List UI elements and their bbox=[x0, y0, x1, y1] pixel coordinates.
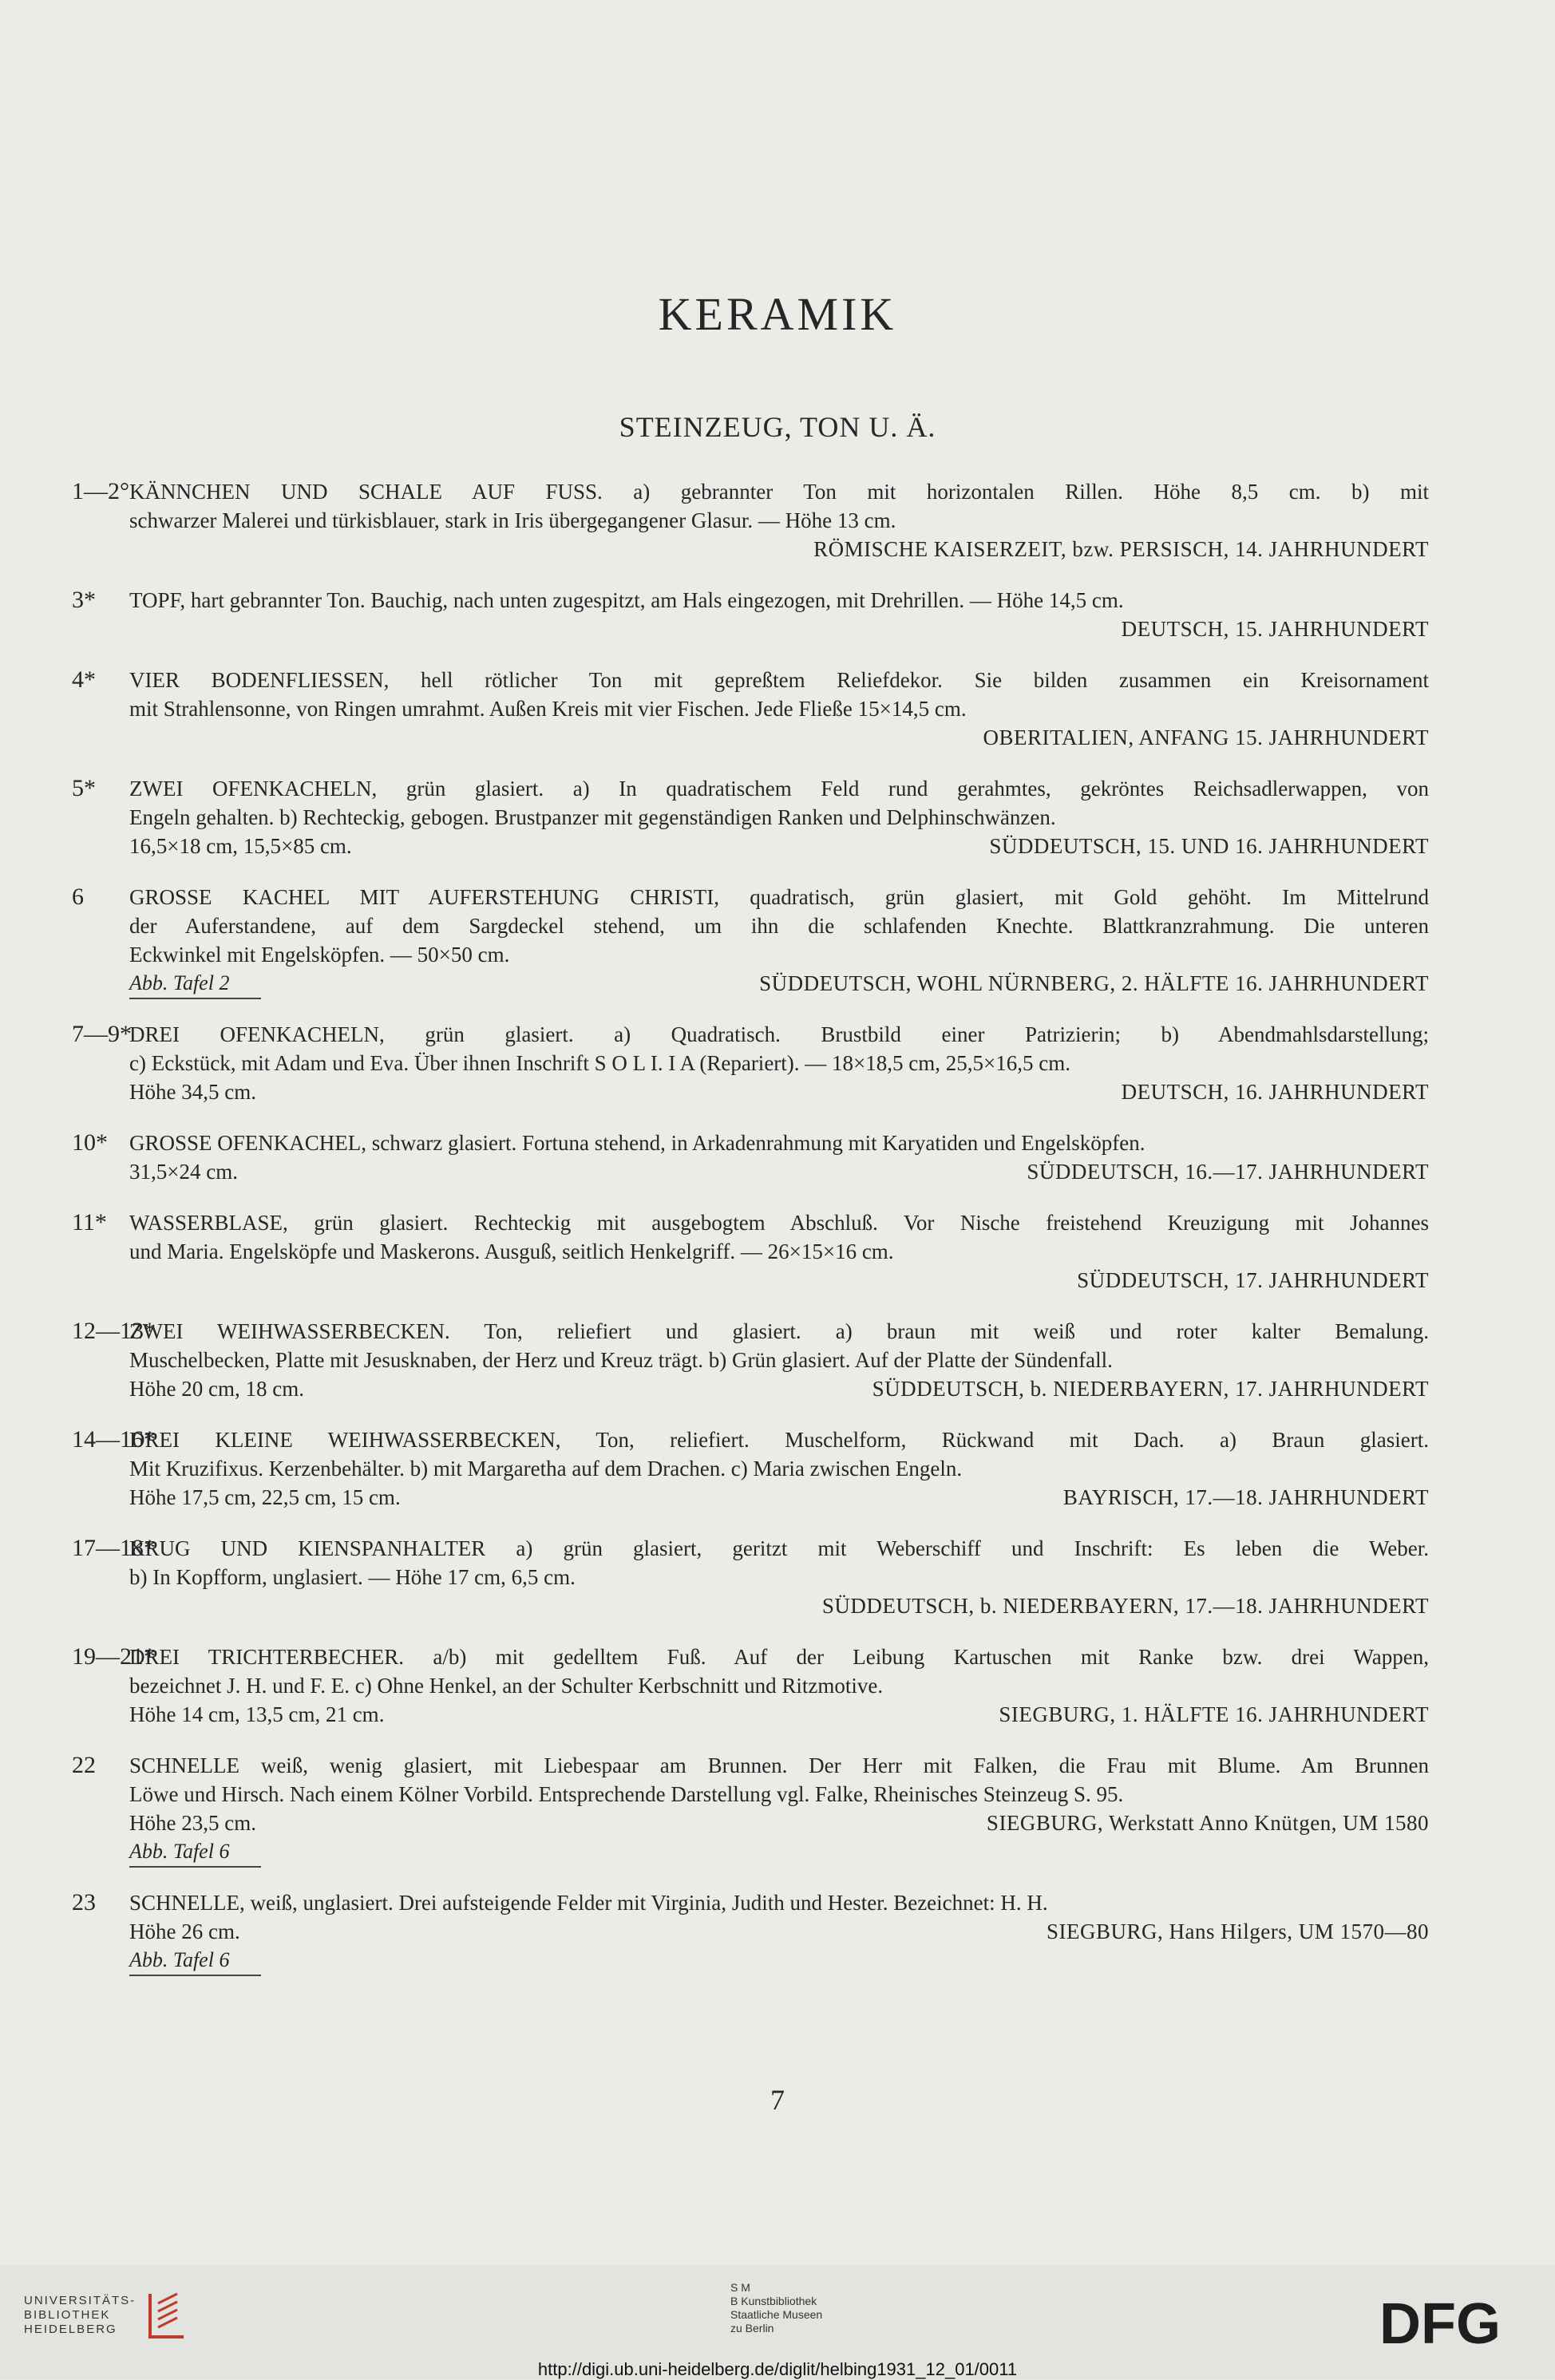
entry-measurement: Höhe 34,5 cm. bbox=[129, 1080, 256, 1104]
entry-number: 7—9* bbox=[72, 1021, 132, 1047]
entry-origin: SÜDDEUTSCH, 15. UND 16. JAHRHUNDERT bbox=[989, 834, 1429, 858]
entry-number: 1—2° bbox=[72, 478, 129, 504]
library-mark-icon bbox=[142, 2287, 190, 2343]
entry-origin: RÖMISCHE KAISERZEIT, bzw. PERSISCH, 14. JAHRHUNDERT bbox=[813, 537, 1429, 561]
plate-reference: Abb. Tafel 2 bbox=[72, 969, 261, 998]
entry-text-line: VIER BODENFLIESSEN, hell rötlicher Ton mit gepreßtem Reliefdekor. Sie bilden zusammen ein Kreisornament bbox=[129, 668, 1429, 692]
entry-origin: SÜDDEUTSCH, b. NIEDERBAYERN, 17. JAHRHUNDERT bbox=[872, 1377, 1429, 1401]
catalog-entry bbox=[72, 774, 1429, 860]
entry-measurement: Höhe 26 cm. bbox=[129, 1919, 240, 1943]
entry-number: 10* bbox=[72, 1129, 108, 1156]
catalog-entry bbox=[72, 883, 1429, 998]
entry-measure-row bbox=[72, 1157, 1429, 1186]
entry-number: 23 bbox=[72, 1889, 96, 1915]
catalog-entry bbox=[72, 1425, 1429, 1512]
entry-text-line: b) In Kopfform, unglasiert. — Höhe 17 cm, 6,5 cm. bbox=[129, 1565, 576, 1589]
entry-measurement: 16,5×18 cm, 15,5×85 cm. bbox=[129, 834, 352, 858]
entry-measure-row bbox=[72, 1483, 1429, 1512]
entry-measurement: Höhe 23,5 cm. bbox=[129, 1811, 256, 1835]
entry-text-line: Eckwinkel mit Engelsköpfen. — 50×50 cm. bbox=[129, 943, 510, 967]
footer-bar bbox=[0, 2265, 1555, 2379]
entry-text-line: schwarzer Malerei und türkisblauer, stark in Iris übergegangener Glasur. — Höhe 13 cm. bbox=[129, 508, 896, 532]
catalog-entry bbox=[72, 1020, 1429, 1106]
entry-number: 17—18* bbox=[72, 1535, 156, 1561]
entry-measure-row bbox=[72, 1374, 1429, 1403]
entry-origin: SÜDDEUTSCH, WOHL NÜRNBERG, 2. HÄLFTE 16. JAHRHUNDERT bbox=[759, 971, 1429, 995]
catalog-list bbox=[72, 477, 1429, 1997]
entry-measurement: Höhe 14 cm, 13,5 cm, 21 cm. bbox=[129, 1702, 385, 1726]
entry-measurement: Höhe 20 cm, 18 cm. bbox=[129, 1377, 304, 1401]
entry-text-line: ZWEI WEIHWASSERBECKEN. Ton, reliefiert und glasiert. a) braun mit weiß und roter kalter Bemalung. bbox=[129, 1319, 1429, 1343]
entry-text-line: GROSSE KACHEL MIT AUFERSTEHUNG CHRISTI, quadratisch, grün glasiert, mit Gold gehöht. Im Mittelrund bbox=[129, 885, 1429, 909]
entry-origin: SIEGBURG, 1. HÄLFTE 16. JAHRHUNDERT bbox=[999, 1702, 1429, 1726]
entry-number: 12—13* bbox=[72, 1318, 156, 1344]
entry-text-line: der Auferstandene, auf dem Sargdeckel stehend, um ihn die schlafenden Knechte. Blattkranzrahmung. Die unteren bbox=[129, 914, 1429, 938]
entry-text-line: bezeichnet J. H. und F. E. c) Ohne Henkel, an der Schulter Kerbschnitt und Ritzmotive. bbox=[129, 1674, 884, 1698]
entry-text-line: Mit Kruzifixus. Kerzenbehälter. b) mit Margaretha auf dem Drachen. c) Maria zwischen Engeln. bbox=[129, 1457, 963, 1481]
entry-text-line: und Maria. Engelsköpfe und Maskerons. Ausguß, seitlich Henkelgriff. — 26×15×16 cm. bbox=[129, 1239, 894, 1263]
sm-logo-text[interactable]: S M B Kunstbibliothek Staatliche Museen zu Berlin bbox=[730, 2281, 823, 2335]
entry-number: 3* bbox=[72, 587, 96, 613]
entry-number: 6 bbox=[72, 884, 84, 910]
catalog-entry bbox=[72, 1534, 1429, 1620]
entry-text-line: WASSERBLASE, grün glasiert. Rechteckig mit ausgebogtem Abschluß. Vor Nische freistehend Kreuzigung mit Johannes bbox=[129, 1211, 1429, 1235]
entry-number: 19—21* bbox=[72, 1643, 156, 1670]
entry-text-line: KRUG UND KIENSPANHALTER a) grün glasiert, geritzt mit Weberschiff und Inschrift: Es leben die Weber. bbox=[129, 1536, 1429, 1560]
plate-reference: Abb. Tafel 6 bbox=[72, 1837, 261, 1866]
entry-text-line: Engeln gehalten. b) Rechteckig, gebogen. Brustpanzer mit gegenständigen Ranken und Delphinschwänzen. bbox=[129, 805, 1056, 829]
entry-origin: SÜDDEUTSCH, 17. JAHRHUNDERT bbox=[1077, 1268, 1429, 1292]
entry-text-line: GROSSE OFENKACHEL, schwarz glasiert. Fortuna stehend, in Arkadenrahmung mit Karyatiden und Engelsköpfen. bbox=[129, 1131, 1145, 1155]
entry-ref-row bbox=[72, 969, 1429, 998]
entry-origin: SÜDDEUTSCH, 16.—17. JAHRHUNDERT bbox=[1027, 1160, 1429, 1184]
entry-text-line: TOPF, hart gebrannter Ton. Bauchig, nach unten zugespitzt, am Hals eingezogen, mit Drehrillen. — Höhe 14,5 cm. bbox=[129, 588, 1124, 612]
library-logo[interactable] bbox=[24, 2287, 190, 2343]
entry-measurement: Höhe 17,5 cm, 22,5 cm, 15 cm. bbox=[129, 1485, 401, 1509]
entry-text-line: SCHNELLE weiß, wenig glasiert, mit Liebespaar am Brunnen. Der Herr mit Falken, die Frau mit Blume. Am Brunnen bbox=[129, 1753, 1429, 1777]
dfg-logo[interactable] bbox=[1379, 2295, 1531, 2351]
entry-measurement: 31,5×24 cm. bbox=[129, 1160, 238, 1184]
entry-text-line: Muschelbecken, Platte mit Jesusknaben, der Herz und Kreuz trägt. b) Grün glasiert. Auf der Platte der Sündenfall. bbox=[129, 1348, 1113, 1372]
catalog-entry bbox=[72, 586, 1429, 643]
entry-origin: SIEGBURG, Werkstatt Anno Knütgen, UM 1580 bbox=[986, 1811, 1429, 1835]
entry-text-line: DREI OFENKACHELN, grün glasiert. a) Quadratisch. Brustbild einer Patrizierin; b) Abendmahlsdarstellung; bbox=[129, 1022, 1429, 1046]
library-name: UNIVERSITÄTS- BIBLIOTHEK HEIDELBERG bbox=[24, 2294, 137, 2336]
catalog-entry bbox=[72, 1751, 1429, 1866]
section-title: STEINZEUG, TON U. Ä. bbox=[619, 411, 936, 443]
entry-origin: SÜDDEUTSCH, b. NIEDERBAYERN, 17.—18. JAHRHUNDERT bbox=[821, 1594, 1429, 1618]
entry-number: 11* bbox=[72, 1209, 107, 1235]
entry-text-line: c) Eckstück, mit Adam und Eva. Über ihnen Inschrift S O L I. I A (Repariert). — 18×18,5 cm, 25,5×16,5 cm. bbox=[129, 1051, 1070, 1075]
footer-url[interactable]: http://digi.ub.uni-heidelberg.de/diglit/helbing1931_12_01/0011 bbox=[537, 2359, 1018, 2379]
catalog-entry bbox=[72, 1643, 1429, 1729]
catalog-entry bbox=[72, 666, 1429, 752]
entry-origin: BAYRISCH, 17.—18. JAHRHUNDERT bbox=[1062, 1485, 1429, 1509]
entry-text-line: ZWEI OFENKACHELN, grün glasiert. a) In quadratischem Feld rund gerahmtes, gekröntes Reichsadlerwappen, von bbox=[129, 777, 1429, 801]
page-title: KERAMIK bbox=[658, 288, 897, 340]
entry-measure-row bbox=[72, 1077, 1429, 1106]
entry-measure-row bbox=[72, 832, 1429, 860]
entry-measure-row bbox=[72, 1700, 1429, 1729]
entry-number: 4* bbox=[72, 666, 96, 693]
entry-number: 5* bbox=[72, 775, 96, 801]
entry-origin: DEUTSCH, 16. JAHRHUNDERT bbox=[1121, 1080, 1429, 1104]
catalog-entry bbox=[72, 477, 1429, 563]
entry-origin: OBERITALIEN, ANFANG 15. JAHRHUNDERT bbox=[983, 725, 1429, 749]
entry-measure-row bbox=[72, 1917, 1429, 1946]
catalog-entry bbox=[72, 1888, 1429, 1975]
entry-number: 14—16* bbox=[72, 1426, 156, 1453]
entry-origin: DEUTSCH, 15. JAHRHUNDERT bbox=[1121, 617, 1429, 641]
page-number: 7 bbox=[770, 2084, 785, 2116]
catalog-entry bbox=[72, 1208, 1429, 1295]
entry-text-line: DREI TRICHTERBECHER. a/b) mit gedelltem Fuß. Auf der Leibung Kartuschen mit Ranke bzw. drei Wappen, bbox=[129, 1645, 1429, 1669]
entry-text-line: Löwe und Hirsch. Nach einem Kölner Vorbild. Entsprechende Darstellung vgl. Falke, Rheinisches Steinzeug S. 95. bbox=[129, 1782, 1124, 1806]
entry-text-line: SCHNELLE, weiß, unglasiert. Drei aufsteigende Felder mit Virginia, Judith und Hester. Bezeichnet: H. H. bbox=[129, 1891, 1048, 1915]
entry-origin: SIEGBURG, Hans Hilgers, UM 1570—80 bbox=[1047, 1919, 1429, 1943]
catalog-entry bbox=[72, 1317, 1429, 1403]
entry-text-line: DREI KLEINE WEIHWASSERBECKEN, Ton, reliefiert. Muschelform, Rückwand mit Dach. a) Braun glasiert. bbox=[129, 1428, 1429, 1452]
svg-text:DFG: DFG bbox=[1379, 2295, 1501, 2351]
catalog-entry bbox=[72, 1129, 1429, 1186]
entry-measure-row bbox=[72, 1809, 1429, 1837]
entry-text-line: mit Strahlensonne, von Ringen umrahmt. Außen Kreis mit vier Fischen. Jede Fließe 15×14,5 cm. bbox=[129, 697, 967, 721]
entry-text-line: KÄNNCHEN UND SCHALE AUF FUSS. a) gebrannter Ton mit horizontalen Rillen. Höhe 8,5 cm. b) mit bbox=[129, 480, 1429, 504]
entry-number: 22 bbox=[72, 1752, 96, 1778]
plate-reference: Abb. Tafel 6 bbox=[72, 1946, 261, 1975]
